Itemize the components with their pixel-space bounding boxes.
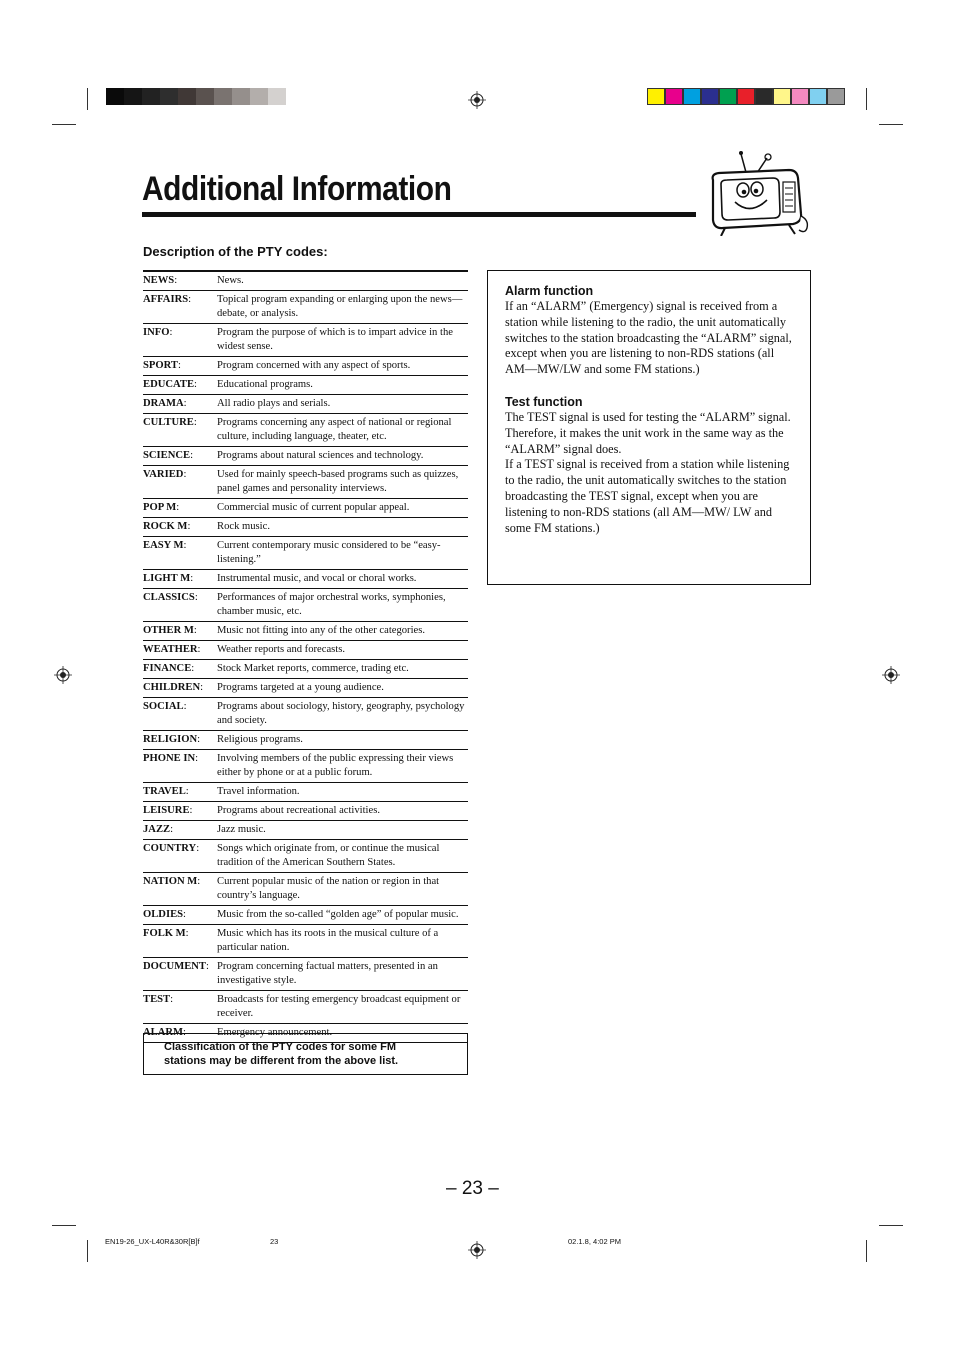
- pty-code: RELIGION:: [143, 731, 217, 750]
- color-swatch: [773, 88, 791, 105]
- pty-code-label: NEWS: [143, 275, 175, 286]
- pty-code: JAZZ:: [143, 821, 217, 840]
- pty-description: Programs about recreational activities.: [217, 802, 468, 821]
- table-row: [143, 958, 468, 991]
- pty-code: DRAMA:: [143, 395, 217, 414]
- crop-mark: [52, 1225, 76, 1226]
- color-swatch: [809, 88, 827, 105]
- color-swatch: [683, 88, 701, 105]
- color-swatch: [178, 88, 196, 105]
- table-row: [143, 750, 468, 783]
- pty-code-label: ALARM: [143, 1027, 184, 1038]
- pty-code: NATION M:: [143, 873, 217, 906]
- pty-code: CULTURE:: [143, 414, 217, 447]
- pty-description: Music from the so-called “golden age” of popular music.: [217, 906, 468, 925]
- crop-mark: [87, 88, 88, 110]
- pty-codes-body: [143, 271, 468, 1043]
- table-row: [143, 991, 468, 1024]
- pty-description: Programs about natural sciences and technology.: [217, 447, 468, 466]
- color-swatch: [106, 88, 124, 105]
- classification-note-box: [143, 1033, 468, 1075]
- pty-code-label: LEISURE: [143, 805, 190, 816]
- pty-description: Programs about sociology, history, geography, psychology and society.: [217, 698, 468, 731]
- pty-code-label: WEATHER: [143, 644, 198, 655]
- pty-code-label: POP M: [143, 502, 177, 513]
- pty-description: All radio plays and serials.: [217, 395, 468, 414]
- table-row: [143, 324, 468, 357]
- crop-mark: [52, 124, 76, 125]
- table-row: [143, 376, 468, 395]
- table-row: [143, 447, 468, 466]
- color-swatch: [665, 88, 683, 105]
- pty-description: Program concerned with any aspect of sports.: [217, 357, 468, 376]
- test-function-heading: Test function: [505, 394, 583, 409]
- pty-code-label: OTHER M: [143, 625, 194, 636]
- registration-mark-icon: [882, 666, 900, 684]
- pty-code-label: EDUCATE: [143, 379, 195, 390]
- table-row: [143, 414, 468, 447]
- pty-code: DOCUMENT:: [143, 958, 217, 991]
- pty-description: Jazz music.: [217, 821, 468, 840]
- pty-code: AFFAIRS:: [143, 291, 217, 324]
- table-row: [143, 698, 468, 731]
- pty-code: LIGHT M:: [143, 570, 217, 589]
- pty-code: EASY M:: [143, 537, 217, 570]
- pty-code: POP M:: [143, 499, 217, 518]
- pty-code: INFO:: [143, 324, 217, 357]
- pty-description: Program concerning factual matters, presented in an investigative style.: [217, 958, 468, 991]
- page-title: Additional Information: [142, 170, 452, 208]
- footer-page: 23: [270, 1237, 279, 1246]
- pty-code-label: INFO: [143, 327, 170, 338]
- pty-code: LEISURE:: [143, 802, 217, 821]
- test-function-paragraph: The TEST signal is used for testing the “ALARM” signal.: [505, 409, 791, 424]
- table-row: [143, 641, 468, 660]
- pty-code-label: PHONE IN: [143, 753, 196, 764]
- pty-description: Songs which originate from, or continue the musical tradition of the American Southern States.: [217, 840, 468, 873]
- pty-code: CLASSICS:: [143, 589, 217, 622]
- pty-code-label: SPORT: [143, 360, 178, 371]
- grayscale-color-bar: [106, 88, 304, 105]
- classification-note: Classification of the PTY codes for some FM stations may be different from the above list.: [164, 1041, 399, 1067]
- pty-code: OLDIES:: [143, 906, 217, 925]
- table-row: [143, 783, 468, 802]
- pty-description: Religious programs.: [217, 731, 468, 750]
- crop-mark: [87, 1240, 88, 1262]
- pty-code-label: FOLK M: [143, 928, 186, 939]
- cmyk-color-bar: [647, 88, 845, 105]
- pty-code-label: FINANCE: [143, 663, 192, 674]
- section-heading: Description of the PTY codes:: [143, 244, 328, 259]
- registration-mark-icon: [54, 666, 72, 684]
- pty-code-label: CHILDREN: [143, 682, 201, 693]
- pty-code: TRAVEL:: [143, 783, 217, 802]
- table-row: [143, 518, 468, 537]
- pty-description: Program the purpose of which is to impart advice in the widest sense.: [217, 324, 468, 357]
- pty-description: Music not fitting into any of the other categories.: [217, 622, 468, 641]
- pty-description: Involving members of the public expressing their views either by phone or at a public forum.: [217, 750, 468, 783]
- footer-file-name: EN19-26_UX-L40R&30R[B]f: [105, 1237, 200, 1246]
- pty-code: SOCIAL:: [143, 698, 217, 731]
- color-swatch: [214, 88, 232, 105]
- pty-code-label: DOCUMENT: [143, 961, 206, 972]
- title-rule: [142, 212, 696, 217]
- crop-mark: [866, 88, 867, 110]
- color-swatch: [142, 88, 160, 105]
- alarm-test-info-box: [487, 270, 811, 585]
- pty-code: SCIENCE:: [143, 447, 217, 466]
- pty-code-label: VARIED: [143, 469, 184, 480]
- table-row: [143, 291, 468, 324]
- pty-code: OTHER M:: [143, 622, 217, 641]
- table-row: [143, 622, 468, 641]
- color-swatch: [286, 88, 304, 105]
- footer-date: 02.1.8, 4:02 PM: [568, 1237, 621, 1246]
- pty-description: Used for mainly speech-based programs such as quizzes, panel games and personality interviews.: [217, 466, 468, 499]
- table-row: [143, 466, 468, 499]
- table-row: [143, 840, 468, 873]
- pty-description: Stock Market reports, commerce, trading etc.: [217, 660, 468, 679]
- pty-description: Performances of major orchestral works, symphonies, chamber music, etc.: [217, 589, 468, 622]
- pty-code-label: JAZZ: [143, 824, 171, 835]
- table-row: [143, 731, 468, 750]
- pty-code-label: AFFAIRS: [143, 294, 189, 305]
- alarm-function-text: If an “ALARM” (Emergency) signal is received from a station while listening to the radio, the unit automatically switches to the station broadcasting the “ALARM” signal, except when you are listening to non-RDS stations (all AM—MW/LW and some FM stations.): [505, 299, 792, 377]
- registration-mark-icon: [468, 91, 486, 109]
- pty-description: Current popular music of the nation or region in that country’s language.: [217, 873, 468, 906]
- table-row: [143, 660, 468, 679]
- pty-code: FINANCE:: [143, 660, 217, 679]
- table-row: [143, 395, 468, 414]
- table-row: [143, 537, 468, 570]
- crop-mark: [866, 1240, 867, 1262]
- pty-description: Current contemporary music considered to be “easy-listening.”: [217, 537, 468, 570]
- table-row: [143, 802, 468, 821]
- table-row: [143, 821, 468, 840]
- pty-description: Broadcasts for testing emergency broadcast equipment or receiver.: [217, 991, 468, 1024]
- color-swatch: [755, 88, 773, 105]
- pty-description: Educational programs.: [217, 376, 468, 395]
- pty-code-label: NATION M: [143, 876, 198, 887]
- pty-code: CHILDREN:: [143, 679, 217, 698]
- pty-description: News.: [217, 271, 468, 291]
- table-row: [143, 873, 468, 906]
- pty-code-label: COUNTRY: [143, 843, 197, 854]
- table-row: [143, 499, 468, 518]
- pty-code-label: LIGHT M: [143, 573, 191, 584]
- color-swatch: [719, 88, 737, 105]
- pty-code-label: SCIENCE: [143, 450, 191, 461]
- color-swatch: [160, 88, 178, 105]
- color-swatch: [647, 88, 665, 105]
- pty-code-label: TRAVEL: [143, 786, 186, 797]
- crop-mark: [879, 124, 903, 125]
- pty-code: VARIED:: [143, 466, 217, 499]
- pty-code: EDUCATE:: [143, 376, 217, 395]
- test-function-paragraph: Therefore, it makes the unit work in the same way as the “ALARM” signal does.: [505, 425, 784, 456]
- alarm-function-heading: Alarm function: [505, 284, 594, 298]
- table-row: [143, 589, 468, 622]
- pty-code-label: CULTURE: [143, 417, 194, 428]
- pty-code: ALARM:: [143, 1024, 217, 1043]
- color-swatch: [827, 88, 845, 105]
- table-row: [143, 570, 468, 589]
- pty-description: Instrumental music, and vocal or choral works.: [217, 570, 468, 589]
- pty-code-label: RELIGION: [143, 734, 198, 745]
- color-swatch: [737, 88, 755, 105]
- pty-code: NEWS:: [143, 271, 217, 291]
- pty-description: Music which has its roots in the musical culture of a particular nation.: [217, 925, 468, 958]
- table-row: [143, 271, 468, 291]
- registration-mark-icon: [468, 1241, 486, 1259]
- color-swatch: [701, 88, 719, 105]
- pty-description: Commercial music of current popular appeal.: [217, 499, 468, 518]
- color-swatch: [250, 88, 268, 105]
- tv-mascot-icon: [705, 148, 813, 236]
- pty-description: Programs concerning any aspect of national or regional culture, including language, theater, etc.: [217, 414, 468, 447]
- table-row: [143, 679, 468, 698]
- pty-codes-table: [143, 270, 468, 1043]
- pty-description: Rock music.: [217, 518, 468, 537]
- table-row: [143, 925, 468, 958]
- pty-code-label: ROCK M: [143, 521, 188, 532]
- pty-description: Programs targeted at a young audience.: [217, 679, 468, 698]
- pty-code-label: DRAMA: [143, 398, 184, 409]
- pty-code: PHONE IN:: [143, 750, 217, 783]
- color-swatch: [232, 88, 250, 105]
- pty-code: COUNTRY:: [143, 840, 217, 873]
- crop-mark: [879, 1225, 903, 1226]
- pty-description: Topical program expanding or enlarging upon the news—debate, or analysis.: [217, 291, 468, 324]
- pty-code: WEATHER:: [143, 641, 217, 660]
- pty-code: FOLK M:: [143, 925, 217, 958]
- table-row: [143, 906, 468, 925]
- pty-code-label: TEST: [143, 994, 171, 1005]
- pty-code-label: SOCIAL: [143, 701, 184, 712]
- pty-code: SPORT:: [143, 357, 217, 376]
- pty-description: Weather reports and forecasts.: [217, 641, 468, 660]
- pty-code: TEST:: [143, 991, 217, 1024]
- color-swatch: [196, 88, 214, 105]
- pty-code: ROCK M:: [143, 518, 217, 537]
- pty-description: Emergency announcement.: [217, 1024, 468, 1043]
- page-number: – 23 –: [446, 1178, 499, 1199]
- pty-description: Travel information.: [217, 783, 468, 802]
- pty-code-label: CLASSICS: [143, 592, 195, 603]
- test-function-paragraph: If a TEST signal is received from a station while listening to the radio, the unit automatically switches to the station broadcasting the TEST signal, except when you are listening to non-RDS stations (all AM—MW/ LW and some FM stations.): [505, 457, 790, 535]
- pty-code-label: OLDIES: [143, 909, 184, 920]
- color-swatch: [791, 88, 809, 105]
- table-row: [143, 357, 468, 376]
- pty-code-label: EASY M: [143, 540, 184, 551]
- color-swatch: [124, 88, 142, 105]
- color-swatch: [268, 88, 286, 105]
